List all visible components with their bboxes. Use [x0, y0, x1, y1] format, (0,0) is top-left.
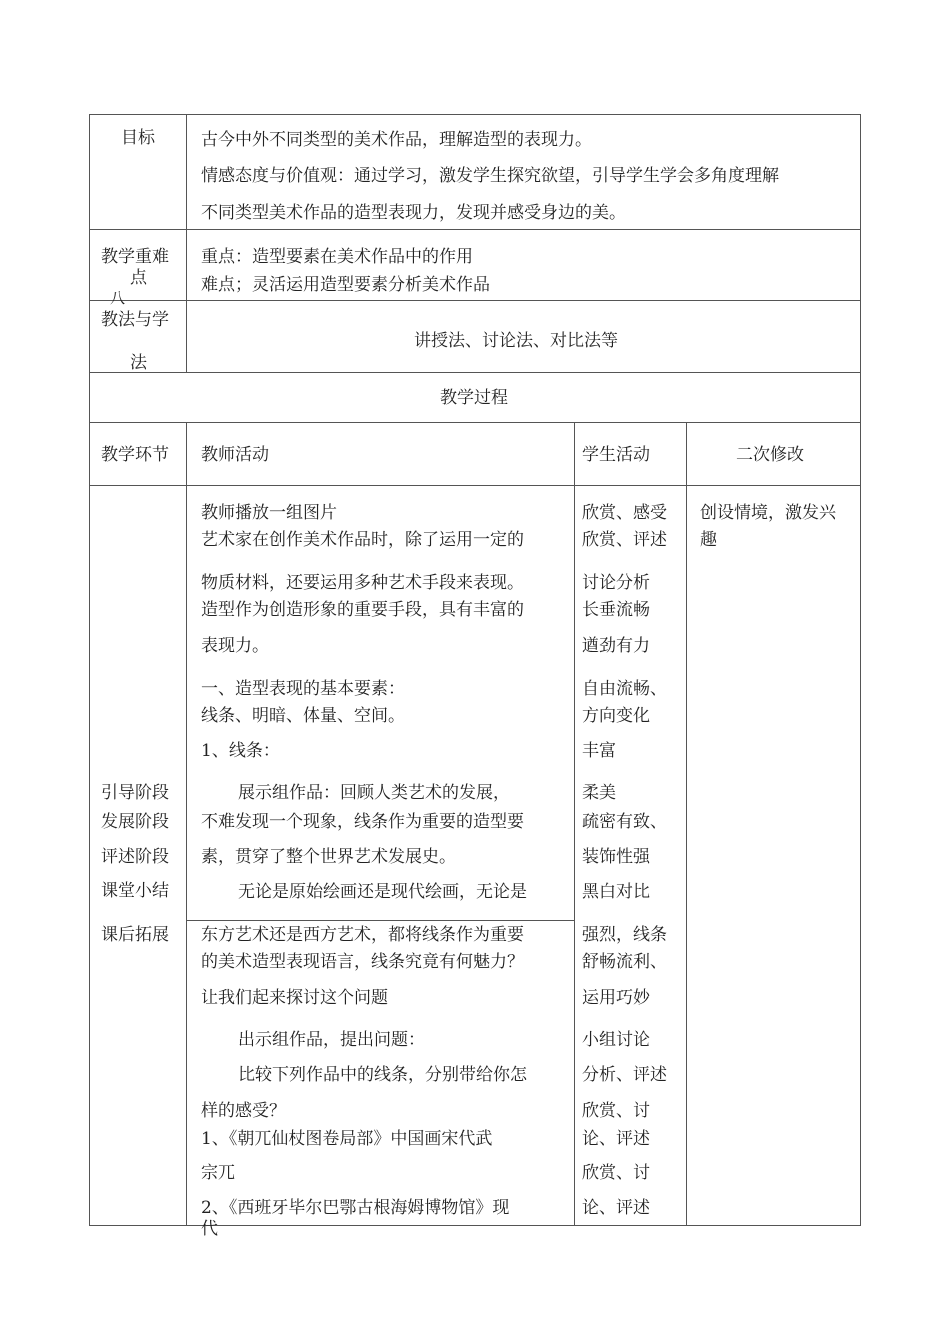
methods-label: 教法与学: [101, 310, 169, 330]
student-line: 小组讨论: [582, 1030, 650, 1050]
header-teacher: 教师活动: [201, 445, 269, 465]
stage-item: 发展阶段: [101, 812, 169, 832]
stage-item: 评述阶段: [101, 847, 169, 867]
student-line: 长垂流畅: [582, 600, 650, 620]
student-line: 柔美: [582, 783, 616, 803]
table-border-left: [89, 114, 90, 1226]
teacher-line: 比较下列作品中的线条，分别带给你怎: [238, 1065, 527, 1085]
row-divider-headers: [89, 422, 861, 423]
key-point-line: 难点；灵活运用造型要素分析美术作品: [201, 275, 490, 295]
student-line: 欣赏、讨: [582, 1101, 650, 1121]
teacher-line: 的美术造型表现语言，线条究竟有何魅力？: [201, 952, 524, 972]
teacher-line: 让我们起来探讨这个问题: [201, 988, 388, 1008]
teacher-line: 造型作为创造形象的重要手段，具有丰富的: [201, 600, 524, 620]
teacher-line: 线条、明暗、体量、空间。: [201, 706, 405, 726]
table-border-right: [860, 114, 861, 1226]
teacher-line: 教师播放一组图片: [201, 503, 337, 523]
student-line: 强烈，线条: [582, 925, 667, 945]
objectives-line: 不同类型美术作品的造型表现力，发现并感受身边的美。: [201, 203, 626, 223]
student-line: 分析、评述: [582, 1065, 667, 1085]
teacher-line: 一、造型表现的基本要素：: [201, 679, 405, 699]
teacher-line: 代: [201, 1219, 218, 1239]
teacher-line: 物质材料，还要运用多种艺术手段来表现。: [201, 573, 524, 593]
student-line: 遒劲有力: [582, 636, 650, 656]
teacher-line: 展示组作品：回顾人类艺术的发展，: [238, 783, 510, 803]
row-divider-process-title: [89, 372, 861, 373]
header-revision: 二次修改: [736, 445, 804, 465]
objectives-line: 情感态度与价值观：通过学习，激发学生探究欲望，引导学生学会多角度理解: [201, 166, 779, 186]
teacher-line: 2、《西班牙毕尔巴鄂古根海姆博物馆》现: [201, 1198, 510, 1218]
teacher-line: 艺术家在创作美术作品时，除了运用一定的: [201, 530, 524, 550]
table-border-top: [89, 114, 861, 115]
student-line: 欣赏、讨: [582, 1163, 650, 1183]
student-line: 疏密有致、: [582, 812, 667, 832]
teacher-line: 1、《朝兀仙杖图卷局部》中国画宋代武: [201, 1129, 493, 1149]
teacher-line: 无论是原始绘画还是现代绘画，无论是: [238, 882, 527, 902]
revision-line: 趣: [700, 530, 717, 550]
label-column-divider-top: [186, 114, 187, 373]
stage-column-divider: [186, 422, 187, 1226]
student-line: 自由流畅、: [582, 679, 667, 699]
teacher-line: 1、线条：: [201, 741, 280, 761]
student-line: 欣赏、评述: [582, 530, 667, 550]
student-line: 运用巧妙: [582, 988, 650, 1008]
teacher-line-clip: [200, 1219, 240, 1239]
row-divider-methods: [89, 300, 861, 301]
teacher-column-divider: [574, 422, 575, 1226]
stage-item: 课堂小结: [101, 881, 169, 901]
teacher-line: 素，贯穿了整个世界艺术发展史。: [201, 847, 456, 867]
student-line: 丰富: [582, 741, 616, 761]
teacher-line: 出示组作品，提出问题：: [238, 1030, 425, 1050]
key-points-label: 八: [110, 289, 126, 307]
stage-item: 引导阶段: [101, 783, 169, 803]
student-line: 讨论分析: [582, 573, 650, 593]
header-stage: 教学环节: [101, 445, 169, 465]
student-line: 方向变化: [582, 706, 650, 726]
methods-value: 讲授法、讨论法、对比法等: [414, 331, 618, 351]
student-line: 黑白对比: [582, 882, 650, 902]
teacher-line: 不难发现一个现象，线条作为重要的造型要: [201, 812, 524, 832]
key-points-label: 点: [130, 268, 147, 288]
student-line: 舒畅流利、: [582, 952, 667, 972]
teacher-line: 样的感受？: [201, 1101, 286, 1121]
teacher-line: 表现力。: [201, 636, 269, 656]
student-line: 论、评述: [582, 1198, 650, 1218]
objectives-label: 目标: [121, 128, 155, 148]
student-line: 装饰性强: [582, 847, 650, 867]
row-divider-key-points: [89, 229, 861, 230]
key-point-line: 重点：造型要素在美术作品中的作用: [201, 247, 473, 267]
teacher-line: 东方艺术还是西方艺术，都将线条作为重要: [201, 925, 524, 945]
methods-label: 法: [130, 353, 147, 373]
teacher-cell-split-line: [186, 920, 574, 921]
key-points-label: 教学重难: [101, 247, 169, 267]
student-line: 论、评述: [582, 1129, 650, 1149]
header-student: 学生活动: [582, 445, 650, 465]
revision-line: 创设情境，激发兴: [700, 503, 836, 523]
objectives-line: 古今中外不同类型的美术作品，理解造型的表现力。: [201, 130, 592, 150]
student-line: 欣赏、感受: [582, 503, 667, 523]
key-points-label-clip: [110, 288, 140, 307]
student-column-divider: [686, 422, 687, 1226]
process-title: 教学过程: [440, 388, 508, 408]
stage-item: 课后拓展: [101, 925, 169, 945]
teacher-line: 宗兀: [201, 1163, 235, 1183]
row-divider-content: [89, 485, 861, 486]
